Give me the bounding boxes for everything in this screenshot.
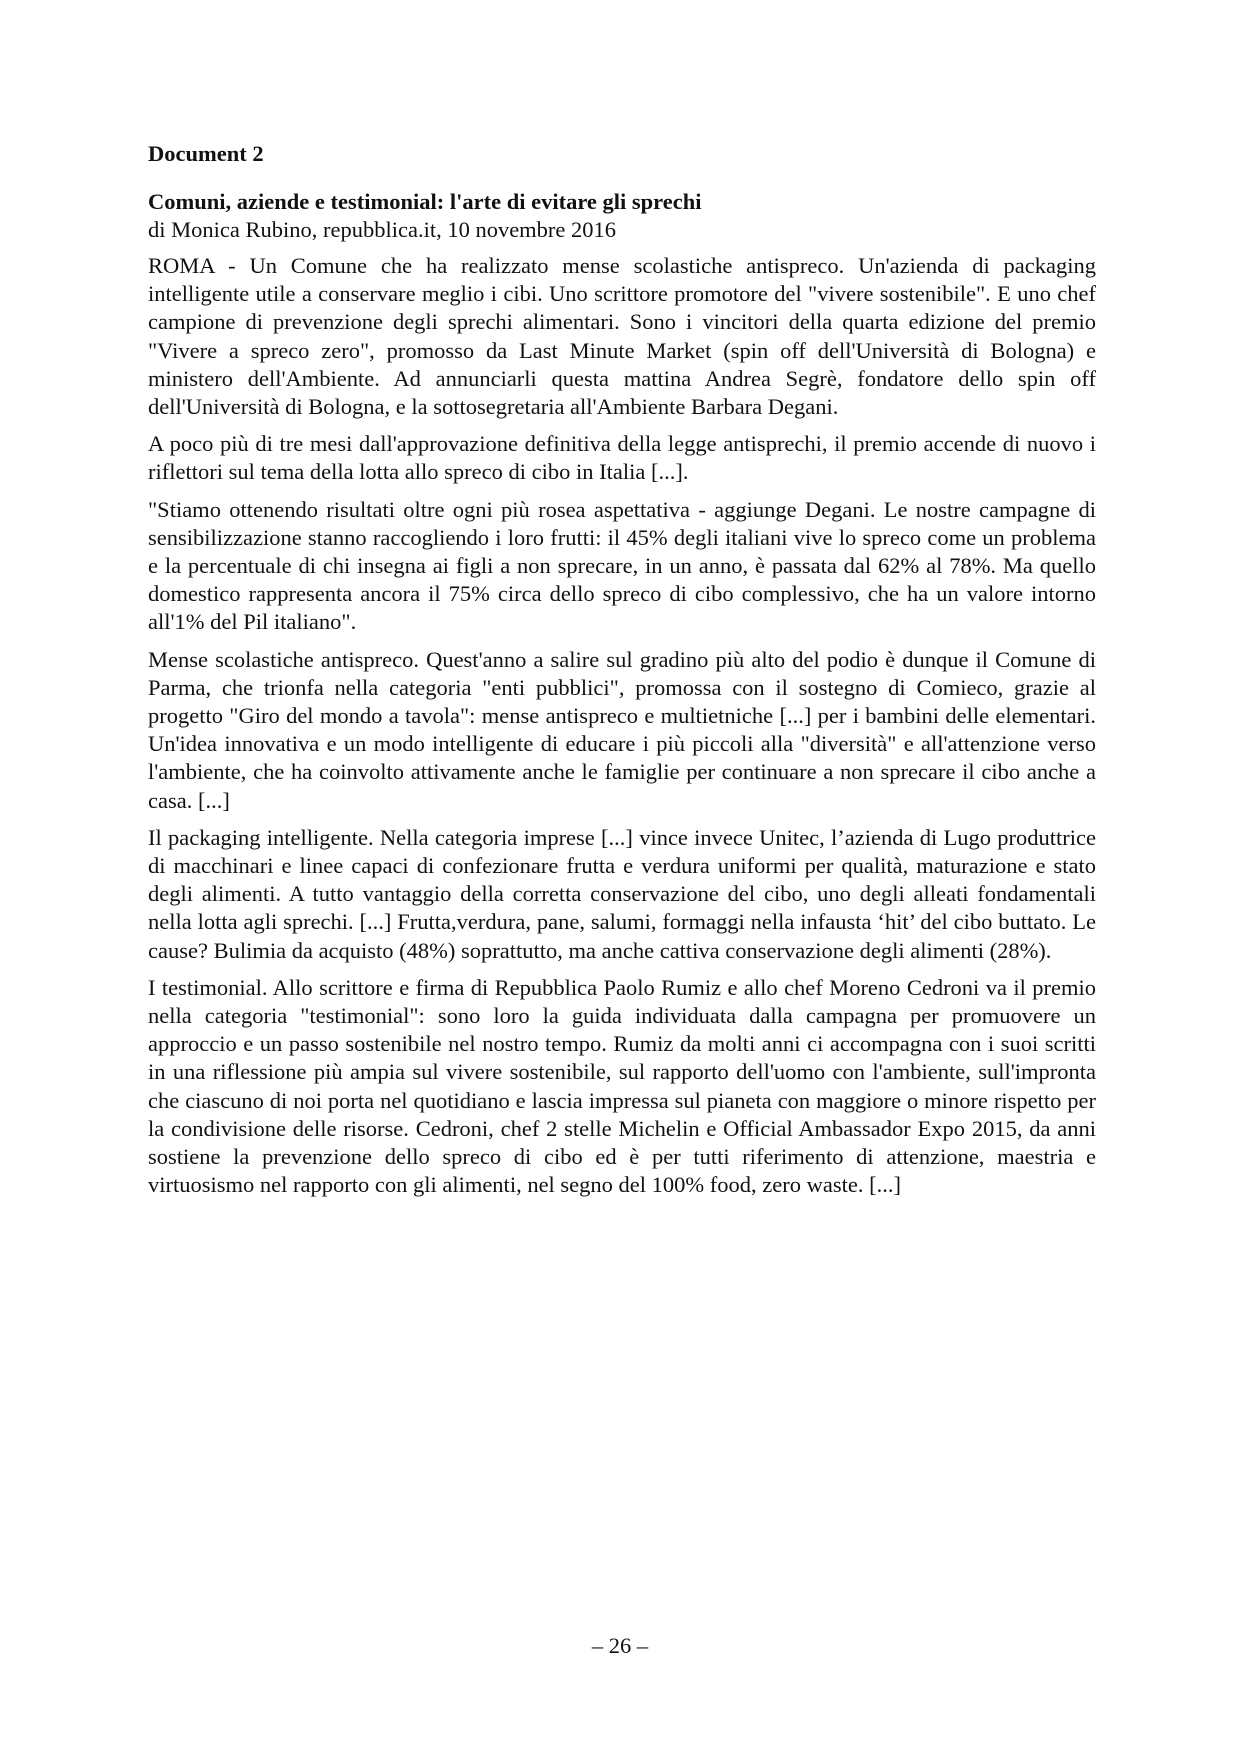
paragraph-testimonial: I testimonial. Allo scrittore e firma di Repubblica Paolo Rumiz e allo chef Moreno Cedroni va il premio nella categoria "testimonial": sono loro la guida individuata dalla campagna per promuovere un approccio e un passo sostenibile nel nostro tempo. Rumiz da molti anni ci accompagna con i suoi scritti in una riflessione più ampia sul vivere sostenibile, sul rapporto dell'uomo con l'ambiente, sull'impronta che ciascuno di noi porta nel quotidiano e lascia impressa sul pianeta con maggiore o minore rispetto per la condivisione delle risorse. Cedroni, chef 2 stelle Michelin e Official Ambassador Expo 2015, da anni sostiene la prevenzione dello spreco di cibo ed è per tutti riferimento di attenzione, maestria e virtuosismo nel rapporto con gli alimenti, nel segno del 100% food, zero waste. [...] bbox=[148, 974, 1096, 1198]
page-number: – 26 – bbox=[591, 1633, 649, 1658]
document-page bbox=[148, 140, 1096, 1209]
paragraph-law: A poco più di tre mesi dall'approvazione definitiva della legge antisprechi, il premio accende di nuovo i riflettori sul tema della lotta allo spreco di cibo in Italia [...]. bbox=[148, 431, 1096, 485]
paragraph-packaging: Il packaging intelligente. Nella categoria imprese [...] vince invece Unitec, l’azienda di Lugo produttrice di macchinari e linee capaci di confezionare frutta e verdura uniformi per qualità, maturazione e stato degli alimenti. A tutto vantaggio della corretta conservazione del cibo, uno degli alleati fondamentali nella lotta agli sprechi. [...] Frutta,verdura, pane, salumi, formaggi nella infausta ‘hit’ del cibo buttato. Le cause? Bulimia da acquisto (48%) soprattutto, ma anche cattiva conservazione degli alimenti (28%). bbox=[148, 824, 1096, 963]
article-title: Comuni, aziende e testimonial: l'arte di evitare gli sprechi bbox=[148, 189, 702, 214]
document-label: Document 2 bbox=[148, 141, 264, 166]
paragraph-school-canteens: Mense scolastiche antispreco. Quest'anno a salire sul gradino più alto del podio è dunque il Comune di Parma, che trionfa nella categoria "enti pubblici", promossa con il sostegno di Comieco, grazie al progetto "Giro del mondo a tavola": mense antispreco e multietniche [...] per i bambini delle elementari. Un'idea innovativa e un modo intelligente di educare i più piccoli alla "diversità" e all'attenzione verso l'ambiente, che ha coinvolto attivamente anche le famiglie per continuare a non sprecare il cibo anche a casa. [...] bbox=[148, 646, 1096, 813]
article-body bbox=[148, 252, 1096, 1200]
paragraph-quote: "Stiamo ottenendo risultati oltre ogni più rosea aspettativa - aggiunge Degani. Le nostre campagne di sensibilizzazione stanno raccogliendo i loro frutti: il 45% degli italiani vive lo spreco come un problema e la percentuale di chi insegna ai figli a non sprecare, in un anno, è passata dal 62% al 78%. Ma quello domestico rappresenta ancora il 75% circa dello spreco di cibo complessivo, che ha un valore intorno all'1% del Pil italiano". bbox=[148, 496, 1096, 635]
article-byline: di Monica Rubino, repubblica.it, 10 novembre 2016 bbox=[148, 217, 617, 242]
paragraph-intro: ROMA - Un Comune che ha realizzato mense scolastiche antispreco. Un'azienda di packaging intelligente utile a conservare meglio i cibi. Uno scrittore promotore del "vivere sostenibile". E uno chef campione di prevenzione degli sprechi alimentari. Sono i vincitori della quarta edizione del premio "Vivere a spreco zero", promosso da Last Minute Market (spin off dell'Università di Bologna) e ministero dell'Ambiente. Ad annunciarli questa mattina Andrea Segrè, fondatore dello spin off dell'Università di Bologna, e la sottosegretaria all'Ambiente Barbara Degani. bbox=[148, 253, 1096, 420]
